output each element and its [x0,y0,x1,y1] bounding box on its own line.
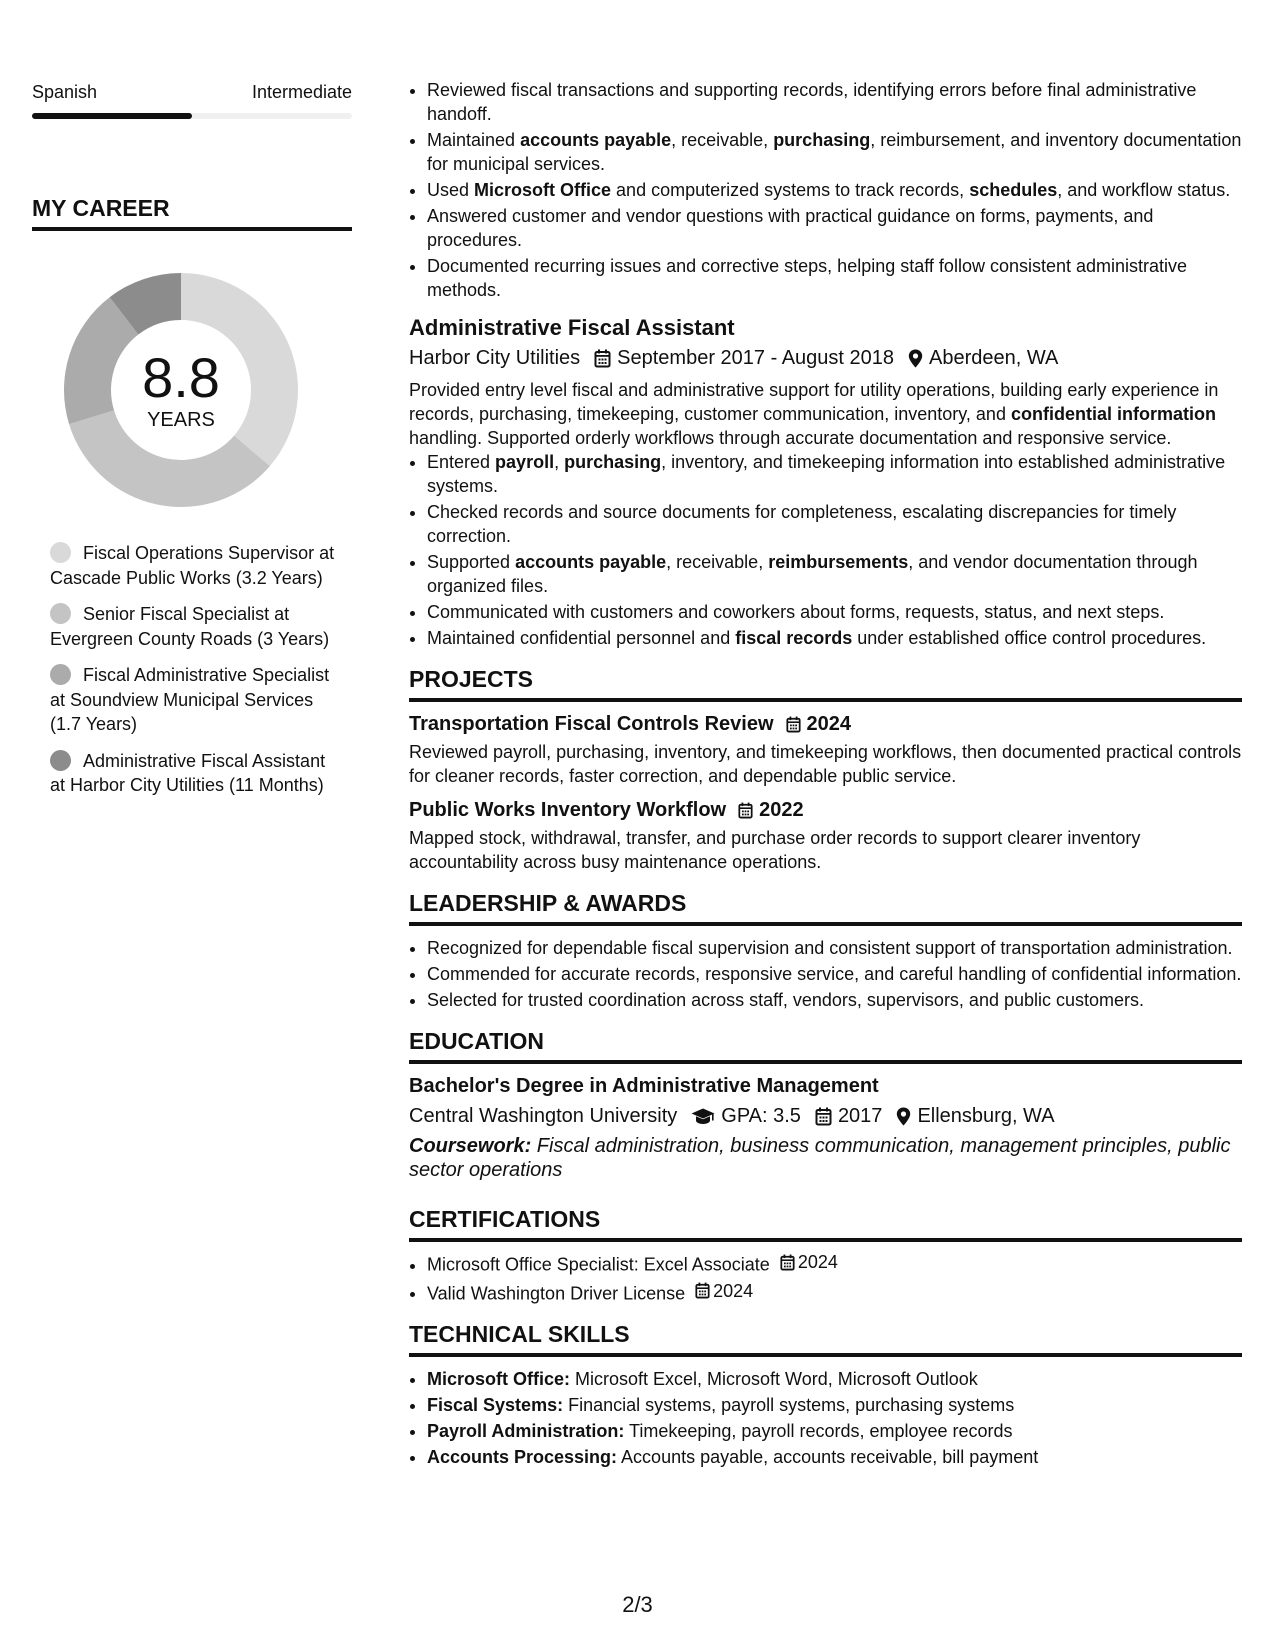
education-meta [409,1102,1242,1130]
education-school: Central Washington University [409,1105,678,1127]
skill-value: Timekeeping, payroll records, employee records [624,1421,1013,1441]
coursework-text: Fiscal administration, business communication, management principles, public sector operations [409,1135,1231,1181]
text-run: Documented recurring issues and corrective steps, helping staff follow consistent administrative methods. [427,256,1188,300]
job-summary [409,378,1242,450]
bullet-item [427,204,1242,252]
award-item: • Commended for accurate records, responsive service, and careful handling of confidential information. [427,962,1242,986]
language-name: Spanish [32,82,98,102]
education-coursework [409,1134,1242,1182]
calendar-icon [786,716,801,733]
education-degree: Bachelor's Degree in Administrative Management [409,1075,879,1097]
left-column [32,78,352,810]
project-title [409,710,1242,738]
location-pin-icon [896,1107,911,1126]
skill-value: Microsoft Excel, Microsoft Word, Microsoft Outlook [570,1369,978,1389]
skill-label: Fiscal Systems: [427,1395,564,1415]
career-total [56,265,306,431]
legend-dot [50,750,71,771]
bold-text: payroll [495,452,555,472]
text-run: Used [427,180,475,200]
text-run: Answered customer and vendor questions with practical guidance on forms, payments, and procedures. [427,206,1154,250]
education-heading: EDUCATION [409,1028,1242,1064]
certification-item [427,1279,1242,1306]
bullet-item [427,128,1242,176]
text-run: Supported [427,552,516,572]
certification-year-text: 2024 [797,1252,838,1272]
certification-year [695,1279,753,1303]
career-donut-chart [56,265,306,515]
text-run: Checked records and source documents for completeness, escalating discrepancies for timely correction. [427,502,1177,546]
text-run: and computerized systems to track records, [611,180,970,200]
bold-text: schedules [969,180,1058,200]
text-run: under established office control procedures. [852,628,1207,648]
education-year: 2017 [837,1105,883,1127]
job-title: Administrative Fiscal Assistant [409,315,735,340]
legend-dot [50,542,71,563]
projects-heading: PROJECTS [409,666,1242,702]
certifications-list [409,1250,1242,1305]
text-run: Maintained confidential personnel and [427,628,736,648]
awards-list [409,936,1242,1012]
certification-year-text: 2024 [713,1280,754,1301]
location-pin-icon [908,349,923,368]
calendar-icon [780,1254,795,1271]
bold-text: Microsoft Office [474,180,612,200]
text-run: Maintained [427,130,521,150]
text-run: , and vendor documentation through organized files. [427,552,1198,596]
job-dates: September 2017 - August 2018 [617,347,895,369]
bullet-item [427,78,1242,126]
language-row [32,78,352,106]
award-item: • Selected for trusted coordination across staff, vendors, supervisors, and public customers. [427,988,1242,1012]
education-location: Ellensburg, WA [917,1105,1055,1127]
career-heading: MY CAREER [32,195,352,231]
skill-label: Payroll Administration: [427,1421,625,1441]
bullet-item [427,254,1242,302]
bullet-item [427,178,1242,202]
coursework-label: Coursework: [409,1135,532,1157]
job-location: Aberdeen, WA [929,347,1059,369]
project-year: 2024 [806,713,852,735]
projects-list [409,710,1242,874]
bold-text: accounts payable [515,552,667,572]
project-name: Public Works Inventory Workflow [409,799,727,821]
skill-label: Accounts Processing: [427,1447,618,1467]
bold-text: purchasing [773,130,871,150]
text-run: Communicated with customers and coworkers about forms, requests, status, and next steps. [427,602,1165,622]
language-level: Intermediate [251,82,352,102]
right-column [409,78,1242,1471]
job-company: Harbor City Utilities [409,347,581,369]
text-run: , [554,452,565,472]
text-run: , inventory, and timekeeping information into established administrative systems. [427,452,1226,496]
bold-text: fiscal records [735,628,853,648]
calendar-icon [695,1282,710,1299]
legend-label: Administrative Fiscal Assistant at Harbor City Utilities (11 Months) [50,750,326,795]
education-gpa: GPA: 3.5 [721,1105,801,1127]
text-run: , receivable, [666,552,769,572]
certification-item [427,1250,1242,1277]
legend-label: Fiscal Operations Supervisor at Cascade Public Works (3.2 Years) [50,543,335,588]
career-total-unit: YEARS [147,409,215,431]
calendar-icon [815,1107,832,1126]
job-bullets [409,450,1242,650]
previous-job-bullets [409,78,1242,302]
legend-label: Fiscal Administrative Specialist at Soundview Municipal Services (1.7 Years) [50,665,330,734]
text-run: , reimbursement, and inventory documentation for municipal services. [427,130,1242,174]
skill-value: Financial systems, payroll systems, purchasing systems [563,1395,1015,1415]
career-legend-item [50,602,342,651]
language-proficiency-bar [32,113,352,119]
language-proficiency-fill [32,113,192,119]
bold-text: accounts payable [520,130,672,150]
legend-dot [50,664,71,685]
page-number: 2/3 [622,1592,653,1617]
project-description: Mapped stock, withdrawal, transfer, and purchase order records to support clearer inventory accountability across busy maintenance operations. [409,828,1141,872]
legend-dot [50,603,71,624]
calendar-icon [738,802,753,819]
text-run: Entered [427,452,496,472]
bullet-item [427,450,1242,498]
certification-year [780,1250,838,1274]
certification-name: Microsoft Office Specialist: Excel Associate [427,1254,770,1275]
certification-name: Valid Washington Driver License [427,1283,686,1303]
skills-heading: TECHNICAL SKILLS [409,1321,1242,1357]
skill-label: Microsoft Office: [427,1369,571,1389]
job-meta [409,344,1242,372]
skill-item [427,1419,1242,1443]
project-title [409,796,1242,824]
career-legend-item [50,663,342,737]
career-total-number: 8.8 [142,346,220,409]
text-run: handling. Supported orderly workflows through accurate documentation and responsive service. [409,428,1172,448]
bold-text: reimbursements [768,552,909,572]
calendar-icon [594,349,611,368]
text-run: , and workflow status. [1057,180,1231,200]
bullet-item [427,600,1242,624]
text-run: Reviewed fiscal transactions and supporting records, identifying errors before final administrative handoff. [427,80,1197,124]
awards-heading: LEADERSHIP & AWARDS [409,890,1242,926]
certifications-heading: CERTIFICATIONS [409,1206,1242,1242]
career-legend [50,541,342,798]
skill-item [427,1367,1242,1391]
text-run: Provided entry level fiscal and administrative support for utility operations, building early experience in records, purchasing, timekeeping, customer communication, inventory, and [409,380,1219,424]
legend-label: Senior Fiscal Specialist at Evergreen County Roads (3 Years) [50,604,330,649]
graduation-cap-icon [691,1108,715,1125]
bullet-item [427,500,1242,548]
project-description: Reviewed payroll, purchasing, inventory, and timekeeping workflows, then documented practical controls for cleaner records, faster correction, and dependable public service. [409,742,1242,786]
project-name: Transportation Fiscal Controls Review [409,713,774,735]
bold-text: purchasing [564,452,662,472]
bullet-item [427,626,1242,650]
text-run: , receivable, [671,130,774,150]
project-year: 2022 [759,799,804,821]
skill-value: Accounts payable, accounts receivable, bill payment [617,1447,1039,1467]
career-legend-item [50,541,342,590]
skill-item [427,1445,1242,1469]
career-legend-item [50,749,342,798]
bullet-item [427,550,1242,598]
skill-item [427,1393,1242,1417]
award-item: • Recognized for dependable fiscal supervision and consistent support of transportation administration. [427,936,1242,960]
bold-text: confidential information [1010,404,1216,424]
skills-list [409,1367,1242,1469]
